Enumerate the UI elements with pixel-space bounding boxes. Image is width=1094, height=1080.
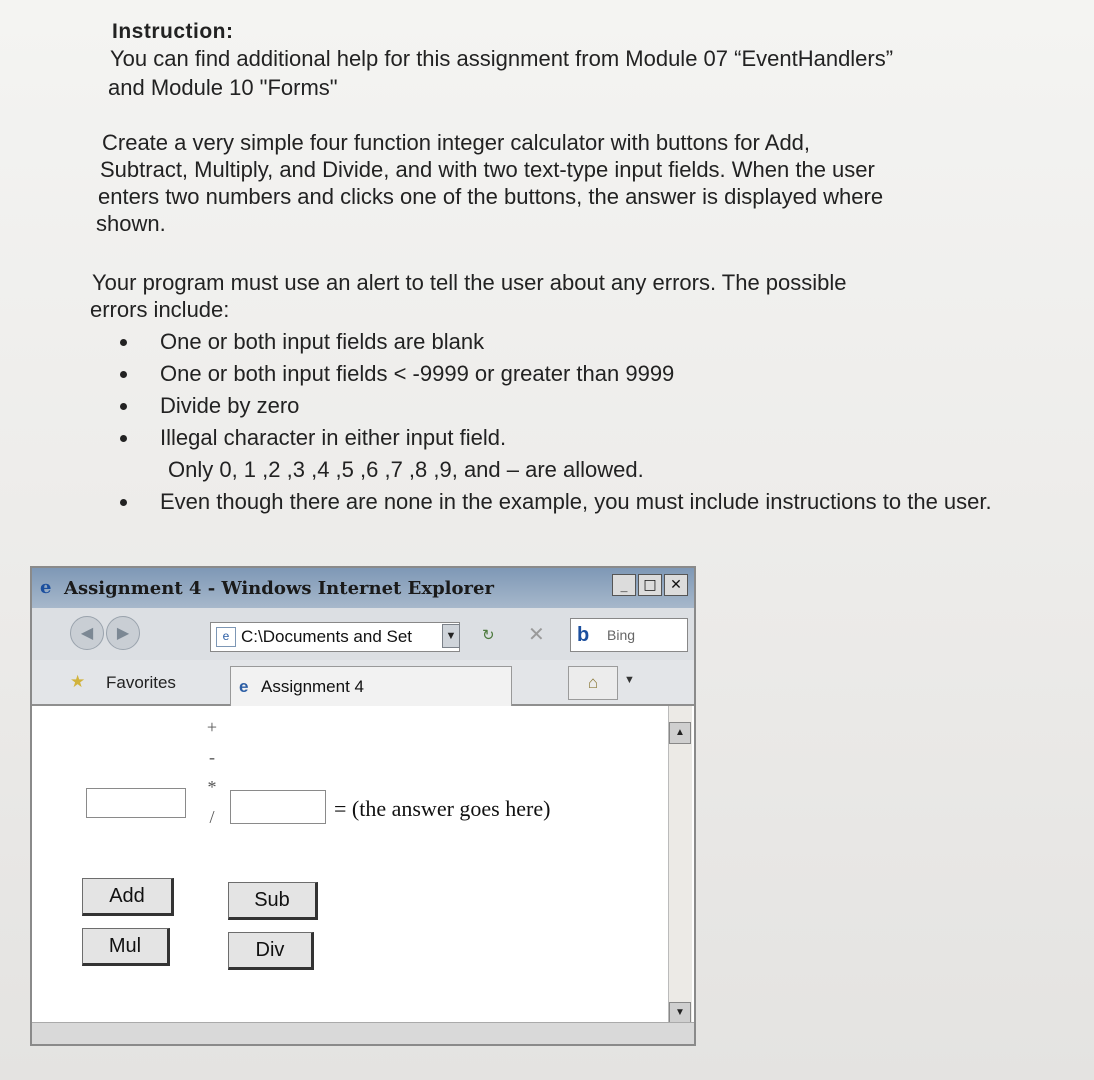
tab-label: Assignment 4 <box>261 677 364 696</box>
description-line-4: shown. <box>96 211 166 236</box>
first-number-input[interactable] <box>86 788 186 818</box>
browser-window <box>30 566 696 1046</box>
scroll-down-icon[interactable]: ▼ <box>669 1002 691 1024</box>
list-item: Divide by zero <box>100 392 1080 419</box>
list-item: Even though there are none in the example, you must include instructions to the user. <box>100 488 1080 515</box>
description-line-2: Subtract, Multiply, and Divide, and with two text-type input fields. When the user <box>100 157 875 182</box>
bullet-icon <box>120 371 127 378</box>
back-arrow-icon[interactable]: ◀ <box>70 616 104 650</box>
help-line-1: You can find additional help for this assignment from Module 07 “EventHandlers” <box>110 46 894 71</box>
bing-logo-icon: b <box>577 624 590 646</box>
window-title: Assignment 4 - Windows Internet Explorer <box>64 578 494 599</box>
list-item: Illegal character in either input field. <box>100 424 1080 451</box>
title-bar <box>32 568 694 608</box>
description-line-3: enters two numbers and clicks one of the buttons, the answer is displayed where <box>98 184 884 209</box>
answer-text: = (the answer goes here) <box>334 796 551 821</box>
subtract-button[interactable]: Sub <box>228 882 318 920</box>
navigation-bar <box>32 608 694 660</box>
status-bar <box>32 1022 694 1044</box>
plus-operator: + <box>206 717 218 737</box>
stop-icon[interactable]: ✕ <box>528 624 545 646</box>
close-icon[interactable]: ✕ <box>664 574 688 596</box>
address-text: C:\Documents and Set <box>241 627 413 646</box>
list-item: One or both input fields < -9999 or greater than 9999 <box>100 360 1080 387</box>
multiply-button[interactable]: Mul <box>82 928 170 966</box>
page-icon: e <box>216 627 236 647</box>
help-line-2: and Module 10 "Forms" <box>108 75 338 100</box>
favorites-star-icon[interactable]: ★ <box>70 672 86 691</box>
scroll-up-icon[interactable]: ▲ <box>669 722 691 744</box>
multiply-operator: * <box>207 777 217 797</box>
ie-logo-icon: e <box>40 577 52 598</box>
bullet-icon <box>120 339 127 346</box>
divide-operator: / <box>209 807 215 827</box>
vertical-scrollbar[interactable] <box>668 706 692 1024</box>
instruction-heading: Instruction: <box>112 20 234 43</box>
error-list <box>100 328 1080 520</box>
bullet-icon <box>120 435 127 442</box>
chevron-down-icon[interactable]: ▼ <box>442 624 460 648</box>
second-number-input[interactable] <box>230 790 326 824</box>
favorites-label[interactable]: Favorites <box>106 673 176 692</box>
window-controls <box>612 574 688 596</box>
divide-button[interactable]: Div <box>228 932 314 970</box>
home-icon[interactable]: ⌂ <box>568 666 618 700</box>
page-content <box>32 706 666 1024</box>
maximize-icon[interactable]: □ <box>638 574 662 596</box>
tab-ie-icon: e <box>239 677 249 696</box>
search-placeholder: Bing <box>607 627 636 643</box>
allowed-characters-note: Only 0, 1 ,2 ,3 ,4 ,5 ,6 ,7 ,8 ,9, and – are allowed. <box>168 457 644 482</box>
minimize-icon[interactable]: _ <box>612 574 636 596</box>
description-line-1: Create a very simple four function integer calculator with buttons for Add, <box>102 130 811 155</box>
operator-list <box>204 714 220 834</box>
forward-arrow-icon[interactable]: ▶ <box>106 616 140 650</box>
home-dropdown-icon[interactable]: ▼ <box>624 674 635 686</box>
errors-intro-line-2: errors include: <box>90 297 230 322</box>
address-bar[interactable] <box>210 622 460 652</box>
add-button[interactable]: Add <box>82 878 174 916</box>
refresh-icon[interactable]: ↻ <box>482 627 495 644</box>
minus-operator: - <box>209 747 215 767</box>
tab-assignment[interactable] <box>230 666 512 706</box>
bullet-icon <box>120 499 127 506</box>
search-input[interactable] <box>570 618 688 652</box>
list-item: One or both input fields are blank <box>100 328 1080 355</box>
errors-intro-line-1: Your program must use an alert to tell the user about any errors. The possible <box>92 270 847 295</box>
favorites-bar <box>32 660 694 706</box>
bullet-icon <box>120 403 127 410</box>
